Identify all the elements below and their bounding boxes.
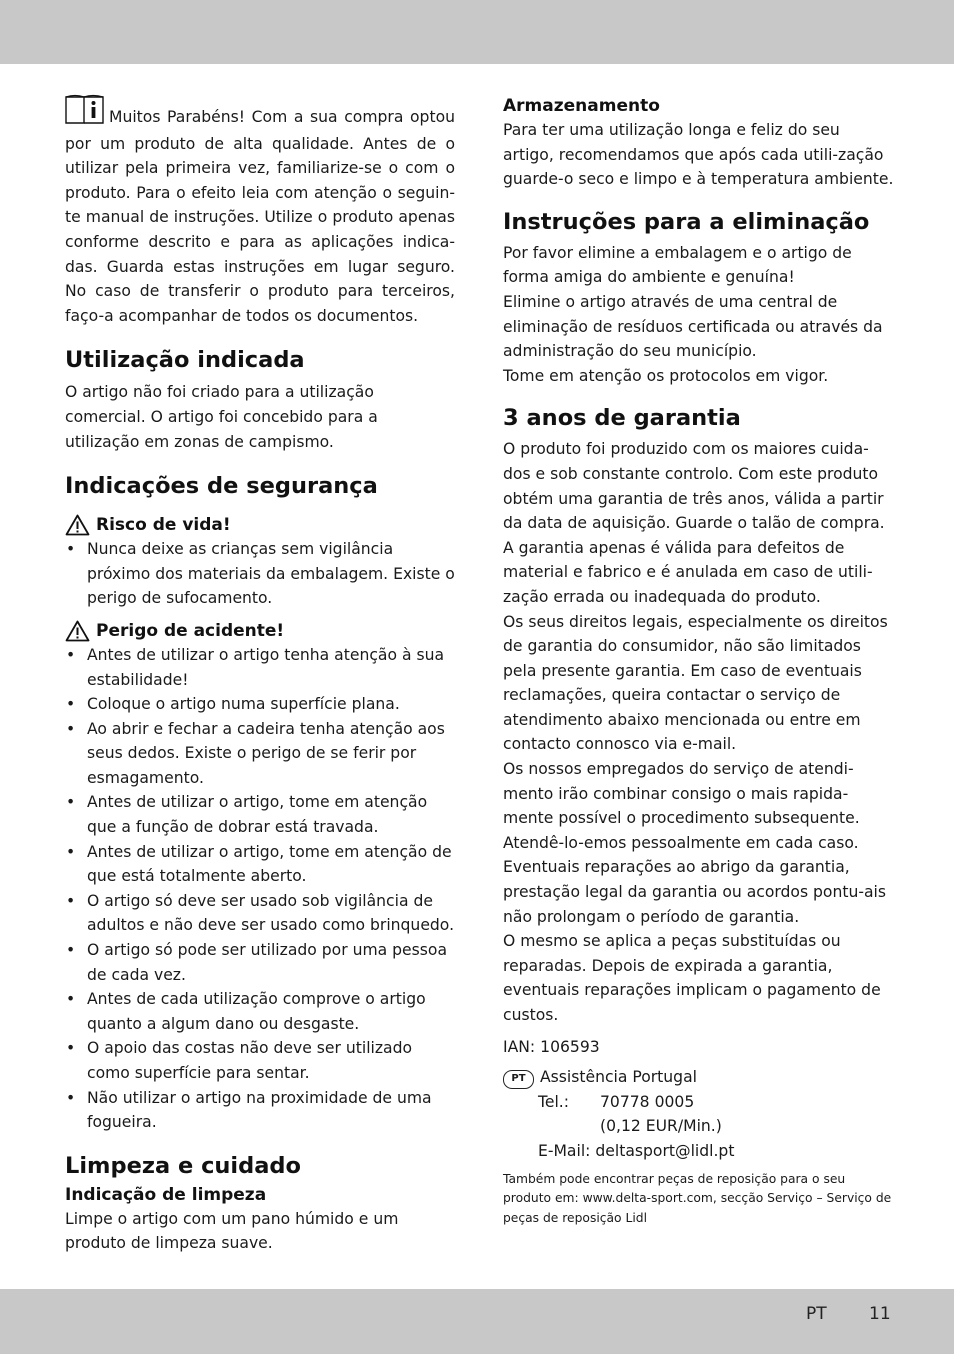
garantia-p1: O produto foi produzido com os maiores cuida-dos e sob constante controlo. Com este produto obtém uma garantia de três anos, válida a partir da data de aquisição. Guarde o talão de compra. <box>503 440 885 533</box>
list-item: • Antes de utilizar o artigo, tome em atenção de que está totalmente aberto. <box>65 840 455 889</box>
left-column <box>65 94 455 1256</box>
page-number: 11 <box>869 1304 891 1324</box>
country-badge: PT <box>503 1070 534 1089</box>
right-column <box>503 94 895 1228</box>
list-item: • Antes de utilizar o artigo, tome em atenção que a função de dobrar está travada. <box>65 790 455 839</box>
ian-number: IAN: 106593 <box>503 1037 600 1056</box>
limpeza-text: Limpe o artigo com um pano húmido e um produto de limpeza suave. <box>65 1209 399 1253</box>
eliminacao-p3: Tome em atenção os protocolos em vigor. <box>503 366 829 385</box>
acidente-warning <box>65 619 455 643</box>
eliminacao-p1: Por favor elimine a embalagem e o artigo de forma amiga do ambiente e genuína! <box>503 243 852 287</box>
contact-name: Assistência Portugal <box>540 1068 697 1087</box>
list-item: • Não utilizar o artigo na proximidade de uma fogueira. <box>65 1086 455 1135</box>
armazenamento-heading: Armazenamento <box>503 96 660 116</box>
contact-email-row <box>503 1139 895 1164</box>
garantia-p2: A garantia apenas é válida para defeitos de material e fabrico e é anulada em caso de utili-zação errada ou inadequada do produto. <box>503 538 873 606</box>
armazenamento-text: Para ter uma utilização longa e feliz do seu artigo, recomendamos que após cada utili-zação guarde-o seco e limpo e à temperatura ambiente. <box>503 121 894 189</box>
garantia-p6: O mesmo se aplica a peças substituídas ou reparadas. Depois de expirada a garantia, eventuais reparações implicam o pagamento de custos. <box>503 932 881 1024</box>
email-address[interactable]: deltasport@lidl.pt <box>595 1141 735 1160</box>
garantia-p5: Eventuais reparações ao abrigo da garantia, prestação legal da garantia ou acordos pontu-ais não prolongam o período de garantia. <box>503 858 886 926</box>
risco-list <box>65 537 455 611</box>
utilizacao-heading: Utilização indicada <box>65 347 305 374</box>
acidente-heading: Perigo de acidente! <box>96 620 285 641</box>
header-band <box>0 0 954 64</box>
list-item: • O artigo só deve ser usado sob vigilância de adultos e não deve ser usado como brinquedo. <box>65 889 455 938</box>
footer-language: PT <box>806 1304 827 1324</box>
list-item: • Antes de cada utilização comprove o artigo quanto a algum dano ou desgaste. <box>65 987 455 1036</box>
acidente-list <box>65 643 455 1135</box>
tel-price: (0,12 EUR/Min.) <box>600 1117 722 1136</box>
list-item: • Coloque o artigo numa superfície plana. <box>65 692 455 717</box>
warning-triangle-icon <box>65 514 90 536</box>
list-item: • Ao abrir e fechar a cadeira tenha atenção aos seus dedos. Existe o perigo de se ferir por esmagamento. <box>65 717 455 791</box>
contact-tel-row <box>503 1090 895 1115</box>
limpeza-heading: Limpeza e cuidado <box>65 1152 301 1179</box>
limpeza-subheading: Indicação de limpeza <box>65 1184 267 1205</box>
eliminacao-p2: Elimine o artigo através de uma central de eliminação de resíduos certificada ou através da administração do seu município. <box>503 292 883 361</box>
list-item: • O artigo só pode ser utilizado por uma pessoa de cada vez. <box>65 938 455 987</box>
garantia-p3: Os seus direitos legais, especialmente os direitos de garantia do consumidor, não são limitados pela presente garantia. Em caso de eventuais reclamações, queira contactar o serviço de atendimento abaixo mencionada ou entre em contacto connosco via e-mail. <box>503 612 888 754</box>
intro-paragraph <box>65 94 455 328</box>
eliminacao-heading: Instruções para a eliminação <box>503 208 870 235</box>
contact-price-row <box>503 1114 895 1139</box>
email-label: E-Mail: <box>538 1141 591 1160</box>
risco-warning <box>65 513 455 537</box>
warning-triangle-icon <box>65 620 90 642</box>
tel-label: Tel.: <box>538 1092 570 1111</box>
list-item: • Nunca deixe as crianças sem vigilância próximo dos materiais da embalagem. Existe o perigo de sufocamento. <box>65 537 455 611</box>
intro-text: Muitos Parabéns! Com a sua compra optou por um produto de alta qualidade. Antes de o utilizar pela primeira vez, familiarize-se o com o produto. Para o efeito leia com atenção o seguin-te manual de instruções. Utilize o produto apenas conforme descrito e para as aplicações indica-das. Guarda estas instruções em lugar seguro. No caso de transferir o produto para terceiros, faço-a acompanhar de todos os documentos. <box>65 108 455 325</box>
contact-block <box>503 1065 895 1163</box>
seguranca-heading: Indicações de segurança <box>65 473 378 500</box>
garantia-heading: 3 anos de garantia <box>503 405 741 432</box>
list-item: • O apoio das costas não deve ser utilizado como superfície para sentar. <box>65 1036 455 1085</box>
risco-heading: Risco de vida! <box>96 515 231 536</box>
info-book-icon <box>65 94 105 132</box>
list-item: • Antes de utilizar o artigo tenha atenção à sua estabilidade! <box>65 643 455 692</box>
spare-parts-note: Também pode encontrar peças de reposição para o seu produto em: www.delta-sport.com, secção Serviço – Serviço de peças de reposição Lidl <box>503 1171 892 1225</box>
garantia-p4: Os nossos empregados do serviço de atendi-mento irão combinar consigo o mais rapida-mente possível o procedimento subsequente. Atendê-lo-emos pessoalmente em cada caso. <box>503 760 860 852</box>
utilizacao-text: O artigo não foi criado para a utilização comercial. O artigo foi concebido para a utilização em zonas de campismo. <box>65 383 378 451</box>
tel-number: 70778 0005 <box>600 1092 695 1111</box>
contact-name-row <box>503 1065 895 1090</box>
